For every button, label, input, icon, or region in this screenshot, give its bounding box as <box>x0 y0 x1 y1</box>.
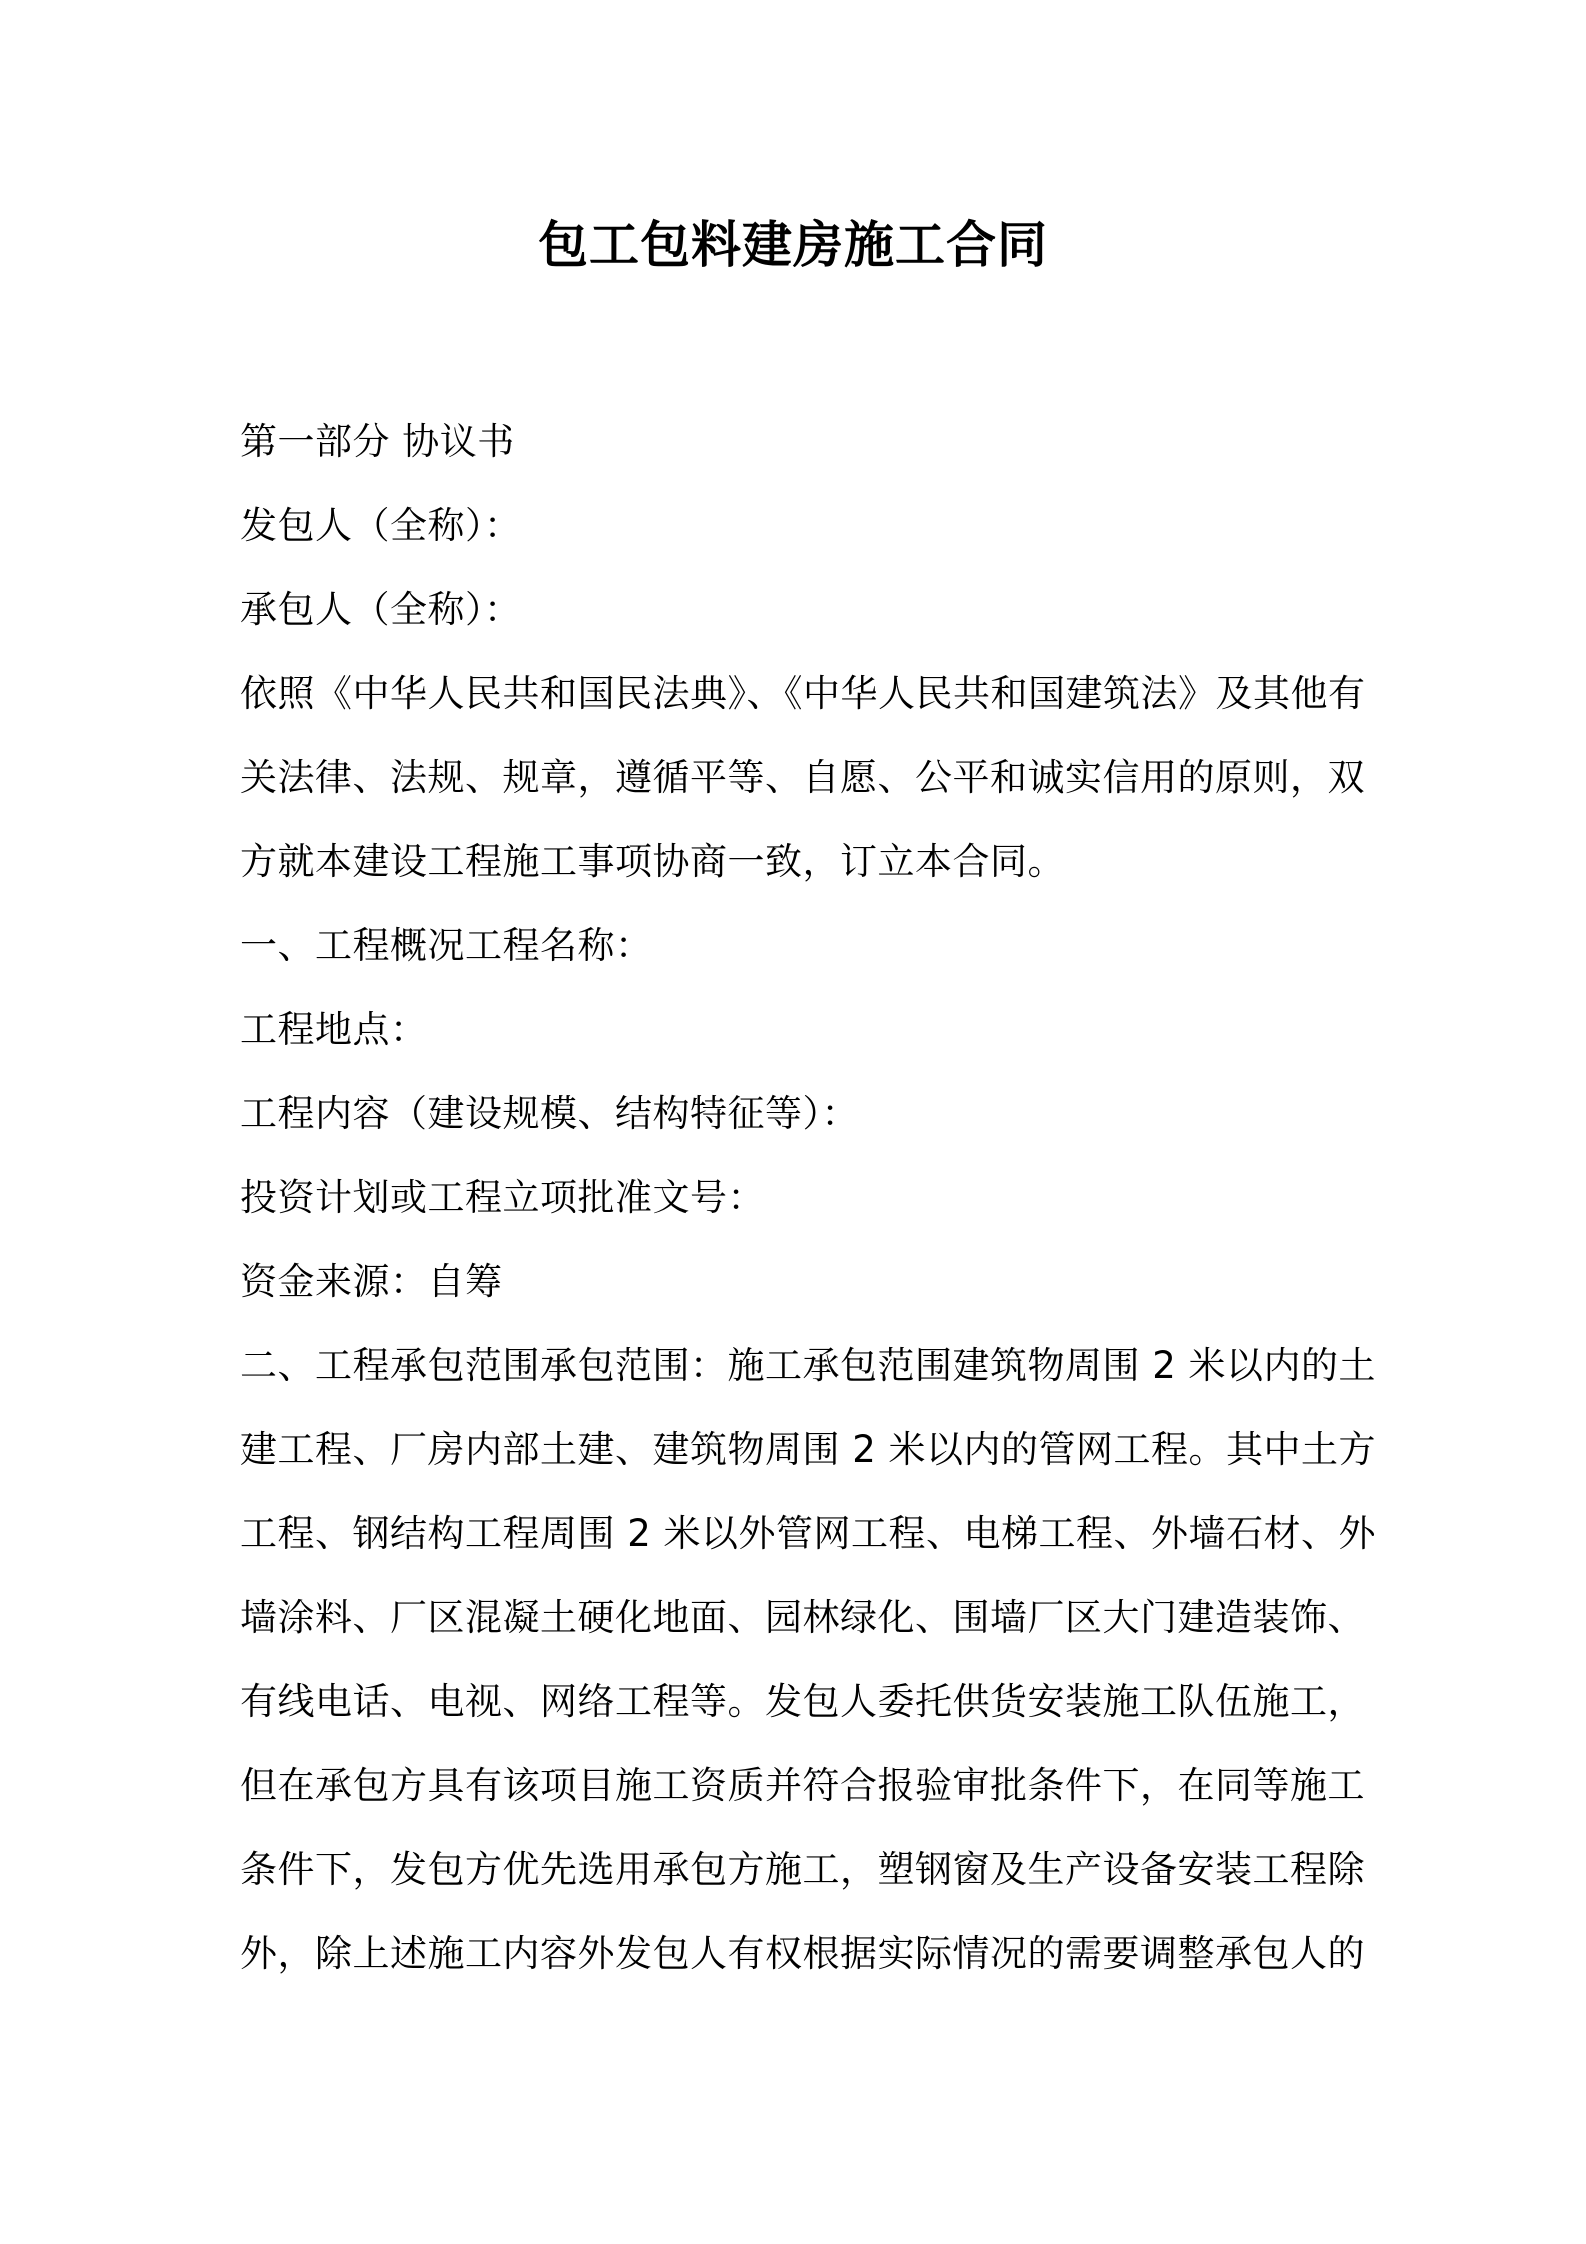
text-line: 资金来源：自筹 <box>240 1260 503 1303</box>
text-line: 工程内容（建设规模、结构特征等）： <box>240 1092 859 1135</box>
text-line: 投资计划或工程立项批准文号： <box>240 1176 765 1219</box>
document-body <box>240 400 1377 1996</box>
text-line: 二、工程承包范围承包范围：施工承包范围建筑物周围 2 米以内的土 <box>240 1344 1377 1387</box>
text-line: 但在承包方具有该项目施工资质并符合报验审批条件下，在同等施工 <box>240 1764 1365 1807</box>
text-line: 依照《中华人民共和国民法典》、《中华人民共和国建筑法》及其他有 <box>240 672 1366 715</box>
text-line: 发包人（全称）： <box>240 504 522 547</box>
text-line: 关法律、法规、规章，遵循平等、自愿、公平和诚实信用的原则，双 <box>240 756 1365 799</box>
document-title: 包工包料建房施工合同 <box>538 216 1048 274</box>
text-line: 承包人（全称）： <box>240 588 522 631</box>
text-line: 一、工程概况工程名称： <box>240 924 653 967</box>
text-line: 第一部分 协议书 <box>240 420 515 463</box>
text-line: 工程地点： <box>240 1008 428 1051</box>
text-line: 墙涂料、厂区混凝土硬化地面、园林绿化、围墙厂区大门建造装饰、 <box>240 1596 1365 1639</box>
text-line: 条件下，发包方优先选用承包方施工，塑钢窗及生产设备安装工程除 <box>240 1848 1365 1891</box>
text-line: 外，除上述施工内容外发包人有权根据实际情况的需要调整承包人的 <box>240 1932 1365 1975</box>
text-line: 方就本建设工程施工事项协商一致，订立本合同。 <box>240 840 1065 883</box>
text-line: 有线电话、电视、网络工程等。发包人委托供货安装施工队伍施工， <box>240 1680 1365 1723</box>
text-line: 建工程、厂房内部土建、建筑物周围 2 米以内的管网工程。其中土方 <box>240 1428 1377 1471</box>
text-line: 工程、钢结构工程周围 2 米以外管网工程、电梯工程、外墙石材、外 <box>240 1512 1377 1555</box>
